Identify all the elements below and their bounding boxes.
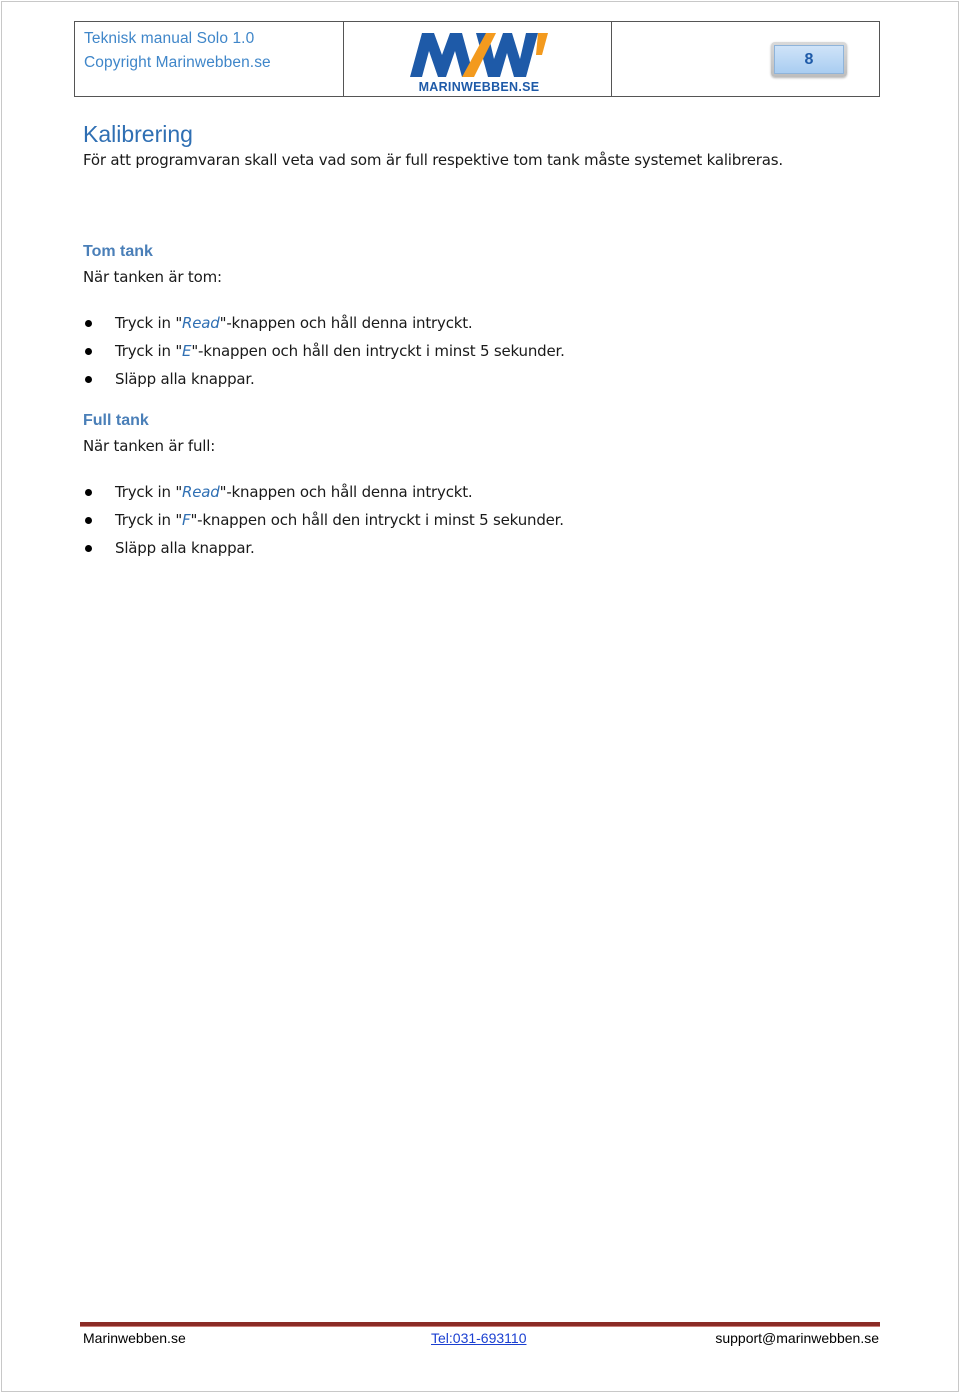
page-header [74,21,880,97]
main-content [83,118,883,169]
page-number-badge [771,42,847,77]
bullet-icon [85,545,92,552]
section-full-tank [83,410,215,457]
subheading-tom-tank: Tom tank [83,243,153,260]
bullet-icon [85,320,92,327]
header-page-cell [612,22,879,96]
tom-tank-lead: När tanken är tom: [83,268,222,286]
list-item [83,478,564,506]
copyright-text: Copyright Marinwebben.se [84,54,271,71]
doc-title: Teknisk manual Solo 1.0 [84,30,255,47]
header-logo-cell [344,22,612,96]
list-item [83,337,565,365]
key-name: E [182,342,192,360]
page-footer [83,1330,879,1348]
mw-logo-icon [404,27,554,79]
header-title-cell [75,22,344,96]
key-name: Read [182,314,220,332]
step-text-pre: Tryck in " [115,483,183,501]
footer-email[interactable]: support@marinwebben.se [715,1330,879,1346]
logo-wordmark: MARINWEBBEN.SE [418,80,540,94]
section-tom-tank [83,241,222,288]
key-name: Read [182,483,220,501]
bullet-icon [85,348,92,355]
full-tank-lead: När tanken är full: [83,437,216,455]
bullet-icon [85,376,92,383]
footer-phone-link[interactable]: Tel:031-693110 [431,1330,527,1346]
list-item [83,506,564,534]
step-text-post: "-knappen och håll den intryckt i minst 5 sekunder. [191,342,565,360]
footer-divider [80,1322,880,1327]
step-text-post: "-knappen och håll denna intryckt. [219,483,473,501]
step-text-pre: Tryck in " [115,314,183,332]
tom-tank-steps [83,309,565,393]
list-item [83,534,564,562]
step-text-pre: Tryck in " [115,511,183,529]
key-name: F [182,511,191,529]
footer-site-name: Marinwebben.se [83,1330,186,1346]
full-tank-steps [83,478,564,562]
page-number: 8 [774,45,844,74]
step-text-pre: Tryck in " [115,342,183,360]
marinwebben-logo [404,27,554,93]
section-heading-kalibrering: Kalibrering [83,121,193,147]
list-item [83,309,565,337]
step-text: Släpp alla knappar. [115,539,255,557]
bullet-icon [85,489,92,496]
page-frame [1,1,959,1392]
step-text: Släpp alla knappar. [115,370,255,388]
step-text-post: "-knappen och håll den intryckt i minst 5 sekunder. [190,511,564,529]
step-text-post: "-knappen och håll denna intryckt. [219,314,473,332]
list-item [83,365,565,393]
intro-paragraph: För att programvaran skall veta vad som är full respektive tom tank måste systemet kalibreras. [83,151,783,169]
bullet-icon [85,517,92,524]
subheading-full-tank: Full tank [83,412,149,429]
